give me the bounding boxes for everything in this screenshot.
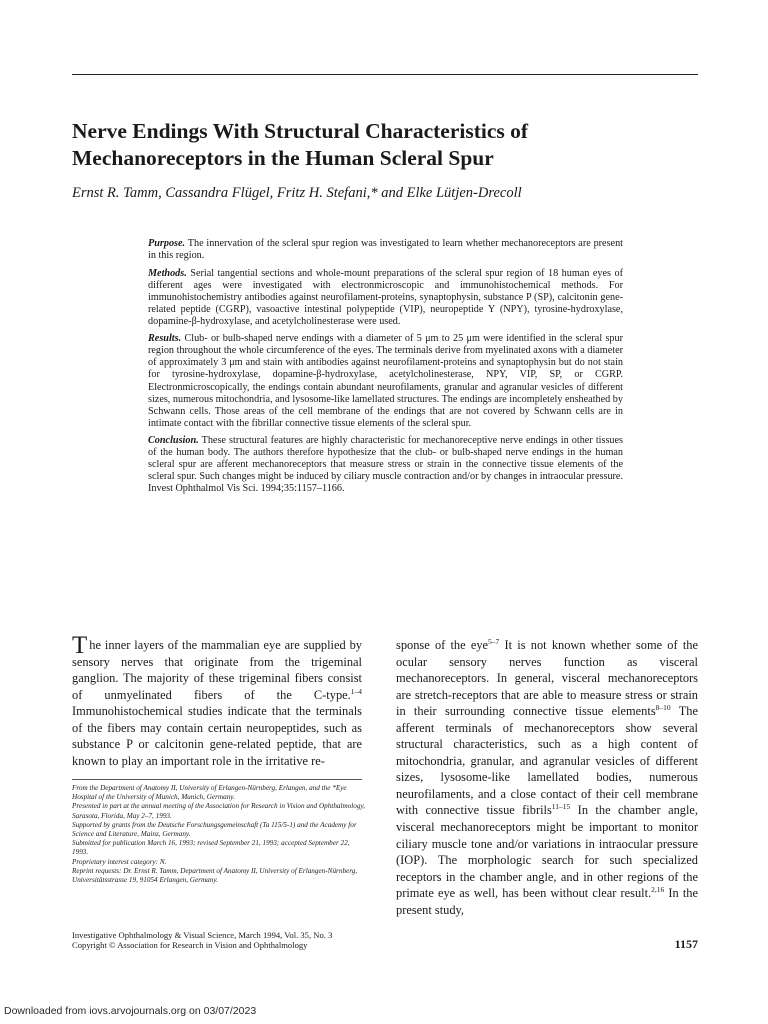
conclusion-label: Conclusion. (148, 435, 199, 447)
author-list: Ernst R. Tamm, Cassandra Flügel, Fritz H. Stefani,* and Elke Lütjen-Drecoll (72, 185, 522, 201)
abstract-methods (148, 268, 623, 328)
conclusion-text: These structural features are highly characteristic for mechanoreceptive nerve endings in other tissues of the human body. The authors therefore hypothesize that the club- or bulb-shaped nerve endings in the human scleral spur are afferent mechanoreceptors that measure stress or strain in the connective tissue elements of the scleral spur. Such changes might be induced by ciliary muscle contraction and/or by changes in intraocular pressure. Invest Ophthalmol Vis Sci. 1994;35:1157–1166. (148, 435, 623, 495)
results-text: Club- or bulb-shaped nerve endings with a diameter of 5 μm to 25 μm were identified in the scleral spur region throughout the whole circumference of the eyes. The terminals derive from myelinated axons with a diameter of approximately 3 μm and stain with antibodies against neurofilament-proteins and synaptophysin but do not stain for tyrosine-hydroxylase, dopamine-β-hydroxylase, acetylcholinesterase, NPY, VIP, SP, or CGRP. Electronmicroscopically, the endings contain abundant neurofilaments, granular and agranular vesicles of different sizes, numerous mitochondria, and lysosome-like lamellated structures. The endings are incompletely ensheathed by Schwann cells. Those areas of the cell membrane of the endings that are not covered by Schwann cells are in intimate contact with the fibrillar connective tissue elements of the scleral spur. (148, 333, 624, 429)
footnote-proprietary: Proprietary interest category: N. (72, 857, 167, 866)
footnote-rule (72, 779, 362, 780)
journal-line: Investigative Ophthalmology & Visual Science, March 1994, Vol. 35, No. 3 (72, 930, 333, 940)
intro-text-1: he inner layers of the mammalian eye are supplied by sensory nerves that originate from the trigeminal ganglion. The majority of these trigeminal fibers consist of unmyelinated fibers of the C-type. (72, 638, 362, 702)
abstract-conclusion (148, 435, 623, 495)
citation-ref: 1–4 (350, 686, 362, 696)
continued-paragraph (396, 637, 698, 918)
methods-label: Methods. (148, 267, 187, 279)
drop-cap: T (72, 632, 88, 659)
body-text-5: In the present study, (396, 886, 698, 917)
body-text-1: sponse of the eye (396, 638, 489, 652)
footnotes (72, 784, 367, 885)
purpose-text: The innervation of the scleral spur region was investigated to learn whether mechanoreceptors are present in this region. (148, 238, 623, 262)
article-title (72, 118, 712, 172)
citation-ref: 8–10 (655, 703, 671, 713)
citation-ref: 11–15 (551, 802, 571, 812)
title-line-1: Nerve Endings With Structural Characteristics of (72, 119, 529, 143)
purpose-label: Purpose. (148, 238, 186, 249)
body-text-2: It is not known whether some of the ocular sensory nerves function as visceral mechanoreceptors. In general, visceral mechanoreceptors are stretch-receptors that are able to measure stress or strain in their surrounding connective tissue elements (396, 638, 698, 719)
footnote-presented: Presented in part at the annual meeting of the Association for Research in Vision and Ophthalmology, Sarasota, Florida, May 2–7, 1993. (72, 802, 366, 820)
intro-text-2: Immunohistochemical studies indicate that the terminals of the fibers may contain certain neuropeptides, such as substance P or calcitonin gene-related peptide, that are known to play an important role in the irritative re- (72, 704, 362, 768)
copyright-line: Copyright © Association for Research in Vision and Ophthalmology (72, 940, 308, 951)
methods-text: Serial tangential sections and whole-mount preparations of the scleral spur region of 18 human eyes of different ages were investigated with electronmicroscopic and immunohistochemical methods. For immunohistochemistry antibodies against neurofilament-proteins, synaptophysin, substance P (SP), calcitonin gene-related peptide (CGRP), vasoactive intestinal polypeptide (VIP), neuropeptide Y (NPY), tyrosine-hydroxylase, dopamine-β-hydroxylase, and acetylcholinesterase were used. (148, 267, 623, 327)
results-label: Results. (148, 333, 182, 345)
top-rule (72, 74, 698, 75)
abstract-results (148, 333, 623, 429)
download-note: Downloaded from iovs.arvojournals.org on 03/07/2023 (4, 1005, 257, 1017)
title-line-2: Mechanoreceptors in the Human Scleral Spur (72, 146, 494, 170)
abstract (148, 238, 623, 501)
body-text-3: The afferent terminals of mechanoreceptors show several structural characteristics, such as a high content of mitochondria, granular, and agranular vesicles of different sizes, lysosome-like lamellated bodies, numerous neurofilaments, and a close contact of their cell membrane with connective tissue fibrils (396, 704, 698, 818)
footnote-affiliation: From the Department of Anatomy II, University of Erlangen-Nürnberg, Erlangen, and the *Eye Hospital of the University of Munich, Munich, Germany. (72, 784, 347, 802)
abstract-purpose (148, 238, 623, 262)
citation-ref: 5–7 (488, 637, 500, 646)
intro-paragraph (72, 632, 362, 769)
body-text-4: In the chamber angle, visceral mechanoreceptors might be important to monitor ciliary muscle tone and/or variations in intraocular pressure (IOP). The morphologic search for such specialized receptors in the chamber angle, and in other regions of the primate eye as well, has been without clear result. (396, 803, 698, 901)
body-column-right (396, 637, 698, 918)
footnote-reprint: Reprint requests: Dr. Ernst R. Tamm, Department of Anatomy II, University of Erlangen-Nürnberg, Universitätsstrasse 19, 91054 Erlangen, Germany. (72, 866, 358, 885)
journal-citation (72, 930, 432, 950)
page-number: 1157 (674, 937, 698, 951)
footnote-submitted: Submitted for publication March 16, 1993; revised September 21, 1993; accepted September 22, 1993. (72, 839, 350, 857)
body-column-left (72, 632, 362, 769)
citation-ref: 2,16 (651, 885, 665, 895)
footnote-support: Supported by grants from the Deutsche Forschungsgemeinschaft (Ta 115/5-1) and the Academy for Science and Literature, Mainz, Germany. (72, 820, 357, 839)
